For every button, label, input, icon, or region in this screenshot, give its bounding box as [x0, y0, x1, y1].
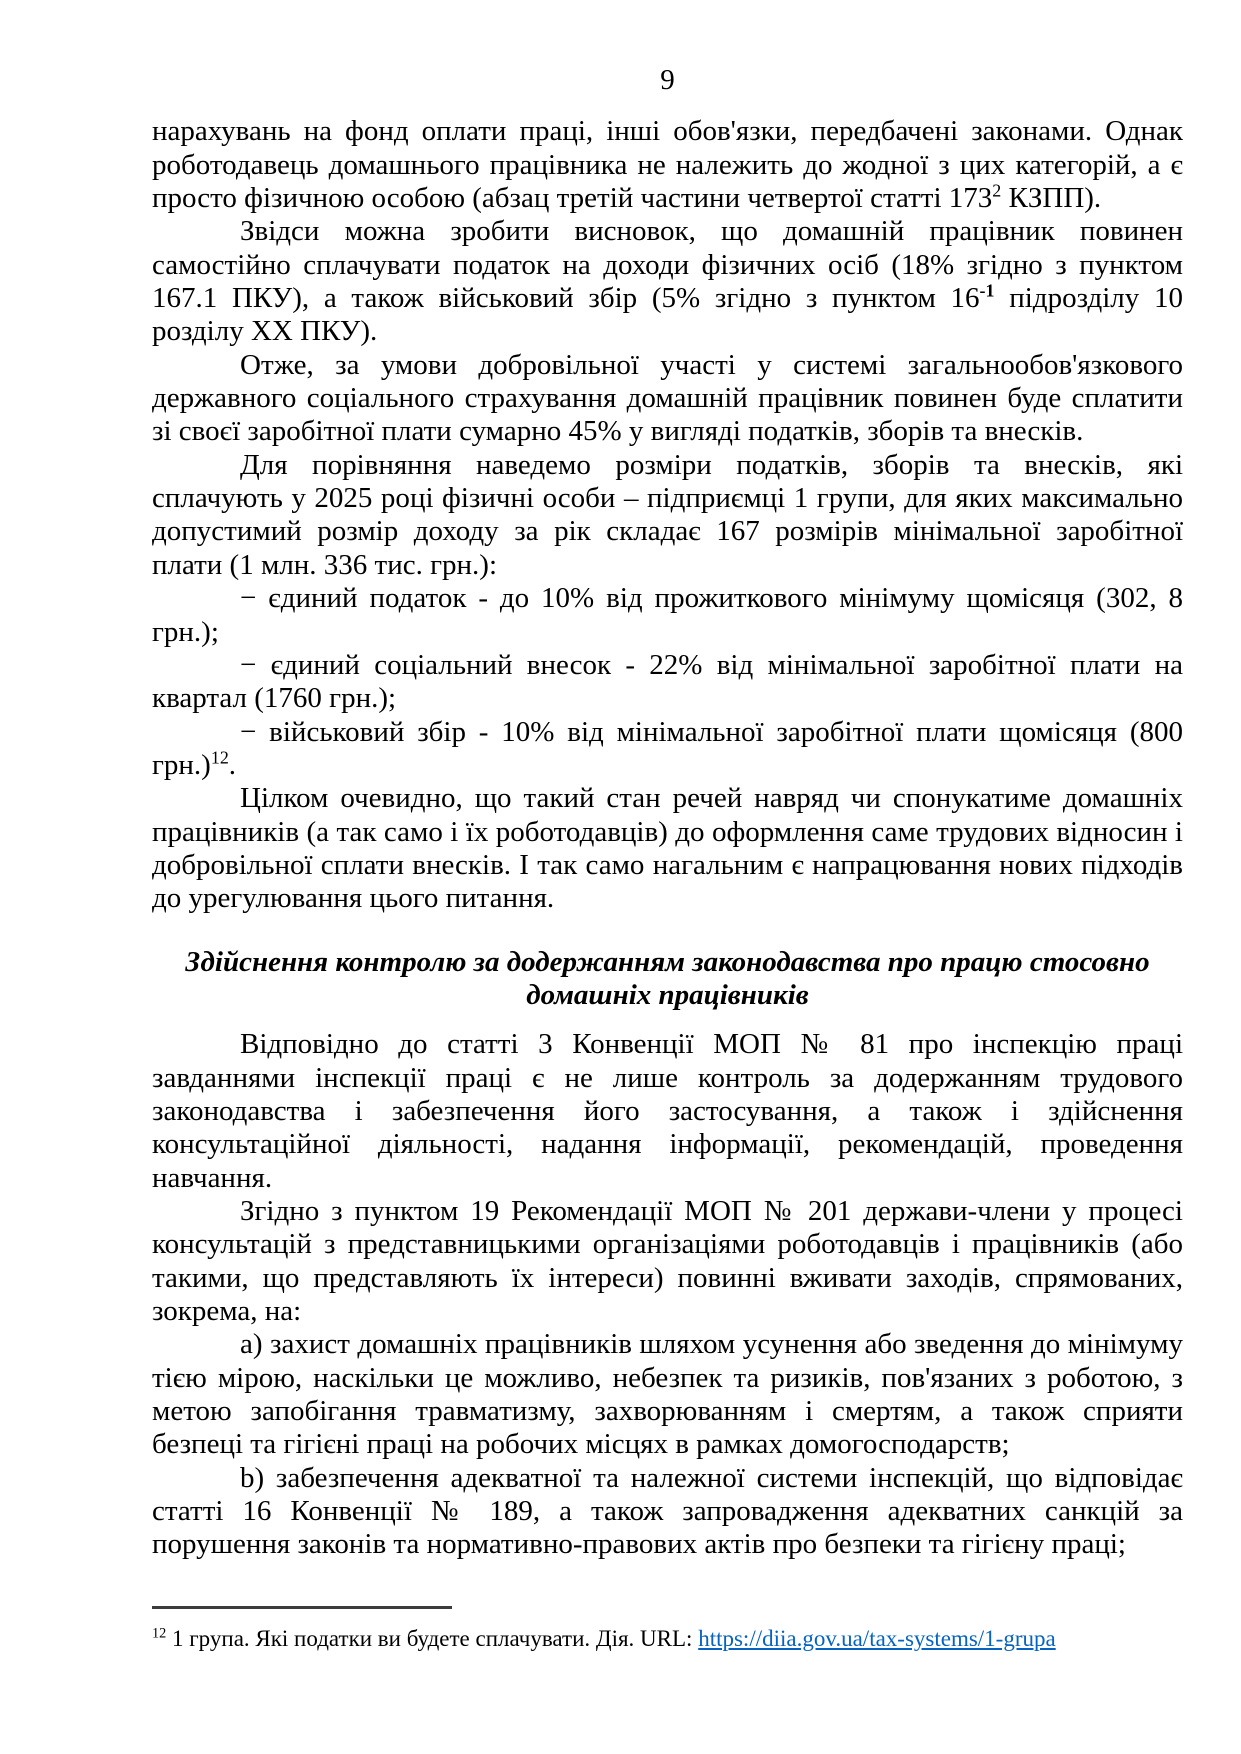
footnote [152, 1625, 1183, 1654]
body-paragraph [152, 1028, 1183, 1195]
footnote-separator [152, 1606, 452, 1609]
footnote-marker: 12 [152, 1625, 167, 1642]
body-paragraph [152, 782, 1183, 915]
footnote-area [152, 1606, 1183, 1654]
text-run: Цілком очевидно, що такий стан речей навряд чи спонукатиме домашніх працівників (а так само і їх роботодавців) до оформлення саме трудових відносин і добровільної сплати внесків. І так само нагальним є напрацювання нових підходів до урегулювання цього питання. [152, 782, 1183, 915]
body-paragraph [152, 449, 1183, 582]
text-run: Отже, за умови добровільної участі у системі загальнообов'язкового державного соціального страхування домашній працівник повинен буде сплатити зі своєї заробітної плати сумарно 45% у вигляді податків, зборів та внесків. [152, 348, 1183, 448]
text-run: a) захист домашніх працівників шляхом усунення або зведення до мінімуму тією мірою, наскільки це можливо, небезпек та ризиків, пов'язаних з роботою, з метою запобігання травматизму, захворюванням і смертям, а також сприяти безпеці та гігієні праці на робочих місцях в рамках домогосподарств; [152, 1328, 1183, 1461]
text-run: − військовий збір - 10% від мінімальної заробітної плати щомісяця (800 грн.) [152, 715, 1183, 781]
body-paragraph [152, 349, 1183, 449]
text-run: нарахувань на фонд оплати праці, інші обов'язки, передбачені законами. Однак роботодавець домашнього працівника не належить до жодної з цих категорій, а є просто фізичною особою (абзац третій частини четвертої статті 173 [152, 115, 1183, 215]
text-run: Здійснення контролю за додержанням законодавства про працю стосовно домашніх працівників [185, 945, 1150, 1011]
text-run: − єдиний соціальний внесок - 22% від мінімальної заробітної плати на квартал (1760 грн.); [152, 648, 1183, 715]
superscript-run: 12 [210, 747, 229, 768]
superscript-run: 2 [992, 180, 1002, 201]
footnote-link[interactable]: https://diia.gov.ua/tax-systems/1-grupa [698, 1626, 1056, 1651]
page-number: 9 [660, 64, 675, 96]
footnote-text: 1 група. Які податки ви будете сплачувати. Дія. URL: [166, 1626, 699, 1651]
document-body [152, 0, 1183, 1562]
text-run: b) забезпечення адекватної та належної системи інспекцій, що відповідає статті 16 Конвенції № 189, а також запровадження адекватних санкцій за порушення законів та нормативно-правових актів про безпеки та гігієну праці; [152, 1461, 1183, 1561]
body-paragraph [152, 215, 1183, 348]
text-run: Відповідно до статті 3 Конвенції МОП № 81 про інспекцію праці завданнями інспекції праці є не лише контроль за додержанням трудового законодавства і забезпечення його застосування, а також і здійснення консультаційної діяльності, надання інформації, рекомендацій, проведення навчання. [152, 1028, 1183, 1194]
section-heading [152, 946, 1183, 1013]
body-paragraph [152, 716, 1183, 783]
body-paragraph [152, 1195, 1183, 1328]
body-paragraph [152, 1462, 1183, 1562]
superscript-run: -1 [979, 280, 995, 301]
text-run: . [228, 748, 237, 781]
body-text [152, 115, 1183, 1561]
text-run: Звідси можна зробити висновок, що домашній працівник повинен самостійно сплачувати податок на доходи фізичних осіб (18% згідно з пунктом 167.1 ПКУ), а також військовий збір (5% згідно з пунктом 16 [152, 215, 1183, 315]
body-paragraph [152, 115, 1183, 215]
body-paragraph [152, 649, 1183, 716]
text-run: підрозділу 10 розділу ХХ ПКУ). [152, 282, 1183, 348]
text-run: КЗПП). [1001, 182, 1102, 215]
body-paragraph [152, 582, 1183, 649]
text-run: Для порівняння наведемо розміри податків, зборів та внесків, які сплачують у 2025 році фізичні особи – підприємці 1 групи, для яких максимально допустимий розмір доходу за рік складає 167 розмірів мінімальної заробітної плати (1 млн. 336 тис. грн.): [152, 448, 1183, 581]
text-run: − єдиний податок - до 10% від прожиткового мінімуму щомісяця (302, 8 грн.); [152, 582, 1183, 648]
text-run: Згідно з пунктом 19 Рекомендації МОП № 201 держави-члени у процесі консультацій з представницькими організаціями роботодавців і працівників (або такими, що представляють їх інтереси) повинні вживати заходів, спрямованих, зокрема, на: [152, 1195, 1183, 1328]
body-paragraph [152, 1328, 1183, 1461]
